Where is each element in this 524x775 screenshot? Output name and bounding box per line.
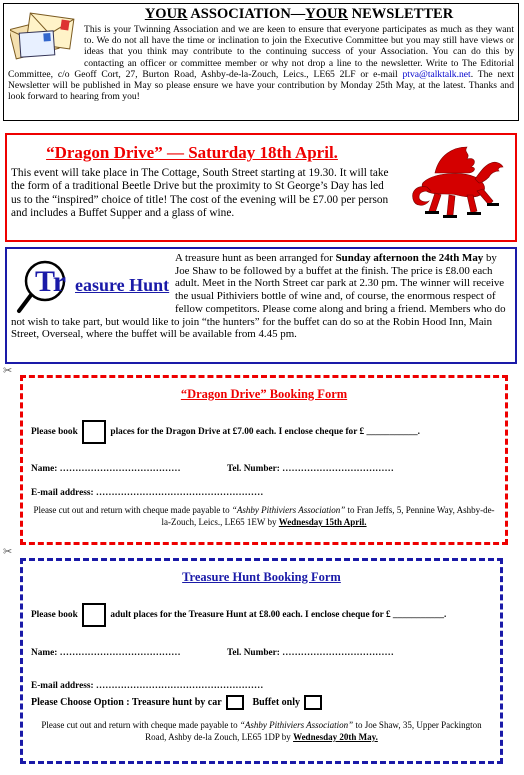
buffet-option-checkbox[interactable] (304, 695, 322, 710)
dragon-drive-box (5, 133, 517, 242)
treasure-hunt-booking-form (20, 558, 503, 764)
newsletter-title: YOUR ASSOCIATION—YOUR NEWSLETTER (144, 6, 454, 22)
scissors-icon: ✂ (3, 365, 13, 377)
car-option-checkbox[interactable] (226, 695, 244, 710)
return-instructions: Please cut out and return with cheque made payable to “Ashby Pithiviers Association” to Fran Jeffs, 5, Pennine Way, Ashby-de-la-Zouch, Leics., LE65 1EW by Wednesday 15th April. (33, 505, 495, 527)
tel-field[interactable]: Tel. Number: ……………………………… (227, 648, 394, 658)
treasure-hunt-box (5, 247, 517, 364)
dragon-drive-body: This event will take place in The Cottage, South Street starting at 19.30. It will take the form of a traditional Beetle Drive but the proximity to St George’s Day has led us to the “inspired” choice of title! The cost of the evening will be £7.00 per person and includes a Buffet Supper and a glass of wine. (11, 167, 389, 220)
newsletter-body: This is your Twinning Association and we are keen to ensure that everyone participates as much as they want to. We do not all have the time or inclination to join the Executive Committee but you may still have views or ideas that you think may contribute to the continuing success of your Association. You can do this by contacting an officer or committee member or why not drop a line to the newsletter. Write to The Editorial Committee, c/o Geoff Cort, 27, Burton Road, Ashby-de-la-Zouch, Leics., LE65 2LF or e-mail ptva@talktalk.net. The next Newsletter will be published in May so please ensure we have your contribution by Monday 25th May, at the latest. Thanks and look forward to hearing from you! (8, 24, 514, 103)
form-title: “Dragon Drive” Booking Form (180, 387, 348, 401)
option-row: Please Choose Option : Treasure hunt by car Buffet only (31, 695, 492, 710)
logo-text: easure Hunt (75, 275, 170, 295)
scissors-icon: ✂ (3, 546, 13, 558)
form-title: Treasure Hunt Booking Form (182, 570, 341, 584)
logo-letters: Tr (35, 265, 67, 298)
dragon-drive-booking-form (20, 375, 508, 545)
booking-row: Please book places for the Dragon Drive at £7.00 each. I enclose cheque for £ ___________. (31, 420, 497, 444)
tel-field[interactable]: Tel. Number: ……………………………… (227, 464, 394, 474)
name-field[interactable]: Name: ………………………………… (31, 648, 181, 658)
welsh-dragon-icon (405, 141, 509, 227)
treasure-hunt-body: A treasure hunt as been arranged for Sunday afternoon the 24th May by Joe Shaw to be followed by a buffet at the finish. The price is £8.00 each adult. Meet in the North Street car park at 2.30 pm. The winner will receive the usual Pithiviers bottle of wine and, of course, the enormous respect of fellow competitors. Please come along and bring a friend. Members who do not wish to take part, but would like to join “the hunters” for the buffet can do so at the Robin Hood Inn, Main Street, Overseal, where the buffet will be available from 4.45 pm. (11, 252, 506, 341)
name-row (31, 464, 497, 474)
dragon-drive-title: “Dragon Drive” — Saturday 18th April. (46, 143, 338, 162)
places-input-box[interactable] (82, 420, 106, 444)
email-link[interactable]: ptva@talktalk.net (402, 68, 471, 80)
name-field[interactable]: Name: ………………………………… (31, 464, 181, 474)
booking-row: Please book adult places for the Treasure Hunt at £8.00 each. I enclose cheque for £ ___________. (31, 603, 492, 627)
email-field[interactable]: E-mail address: ……………………………………………… (31, 681, 264, 691)
email-field[interactable]: E-mail address: ……………………………………………… (31, 488, 264, 498)
newsletter-box (3, 3, 519, 121)
places-input-box[interactable] (82, 603, 106, 627)
name-row (31, 648, 492, 658)
return-instructions: Please cut out and return with cheque made payable to “Ashby Pithiviers Association” to Joe Shaw, 35, Upper Packington Road, Ashby de-la Zouch, LE65 1DP by Wednesday 20th May. (41, 720, 482, 742)
